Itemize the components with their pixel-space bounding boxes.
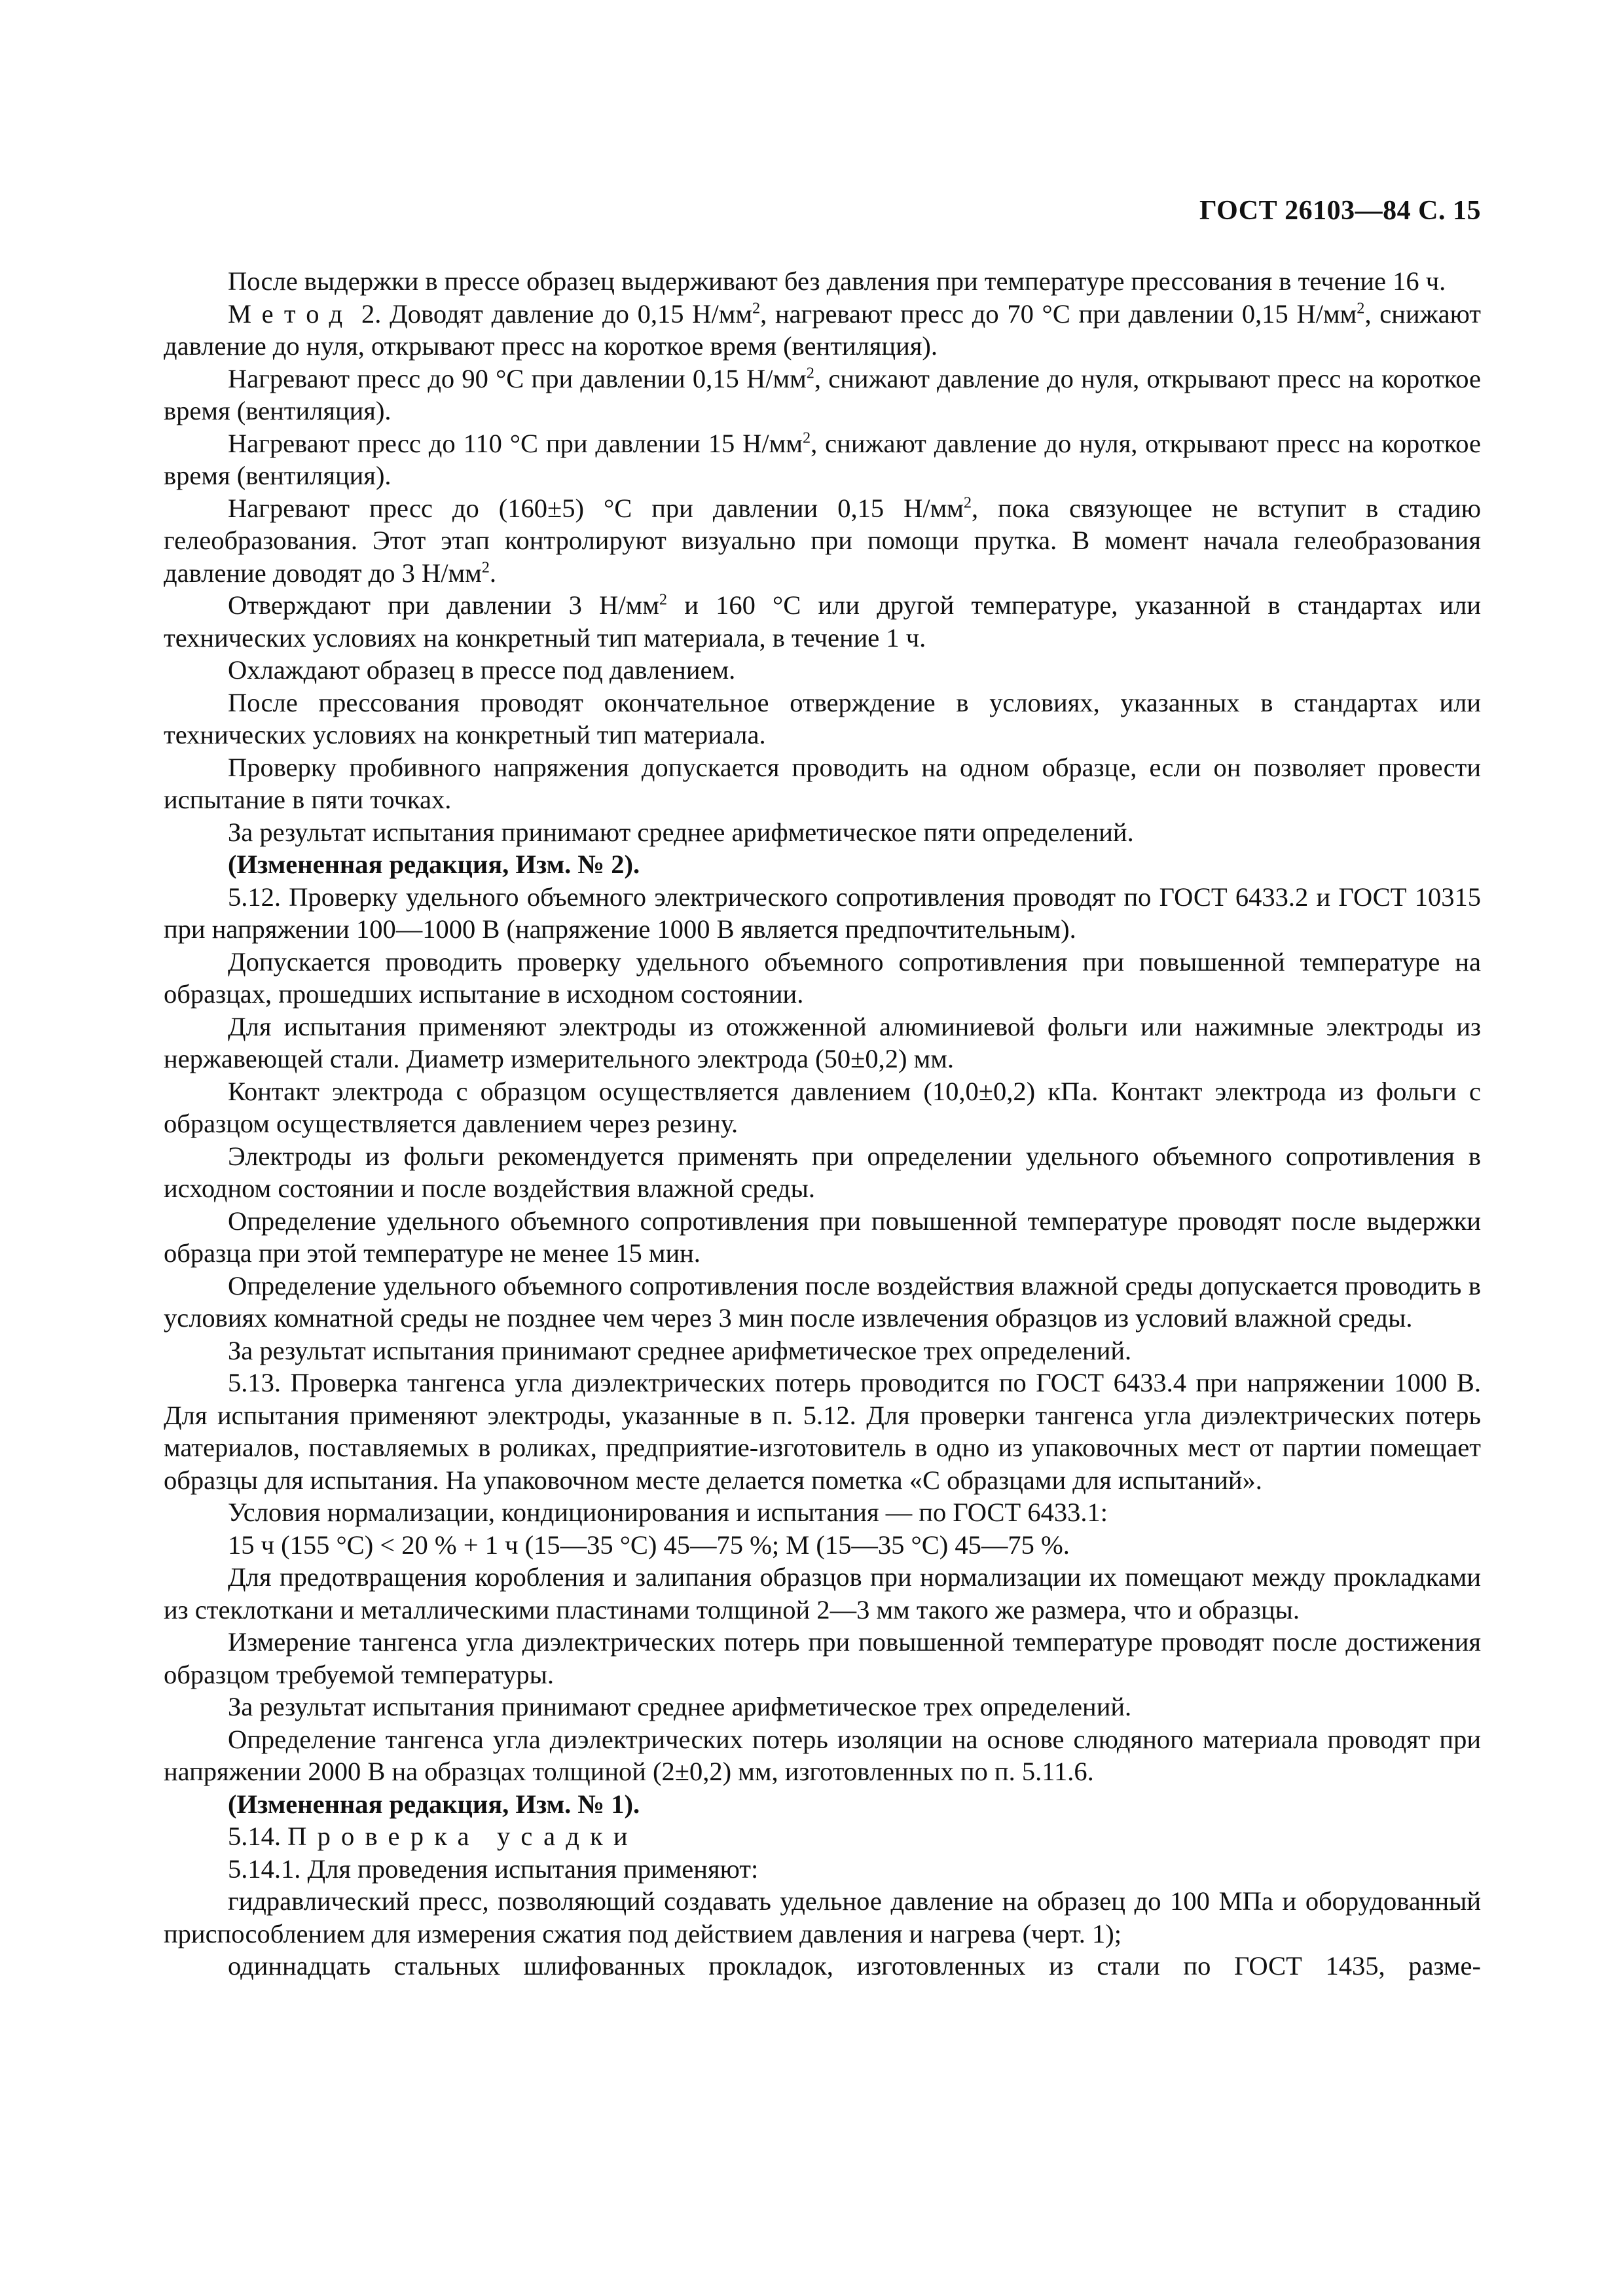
section-5-14-1: 5.14.1. Для проведения испытания применяют: [228, 1854, 759, 1884]
paragraph-text: , снижают давление до нуля, открывают пресс на короткое время (вентиляция). [164, 363, 1481, 425]
paragraph-text: , снижают давление до нуля, открывают пресс на короткое время (вентиляция). [164, 428, 1481, 490]
paragraph-text: Нагревают пресс до 90 °С при давлении 0,15 Н/мм [228, 363, 807, 393]
paragraph-text: Нагревают пресс до (160±5) °С при давлении 0,15 Н/мм [228, 493, 964, 523]
paragraph: За результат испытания принимают среднее арифметическое пяти определений. [228, 817, 1134, 847]
paragraph: За результат испытания принимают среднее арифметическое трех определений. [228, 1335, 1132, 1365]
section-number: 5.14. [228, 1821, 288, 1851]
superscript: 2 [1357, 298, 1365, 317]
paragraph: Определение тангенса угла диэлектрических потерь изоляции на основе слюдяного материала проводят при напряжении 2000 В на образцах толщиной (2±0,2) мм, изготовленных по п. 5.11.6. [164, 1724, 1481, 1786]
section-5-14-heading [164, 1820, 1481, 1853]
superscript: 2 [659, 590, 668, 609]
list-item: гидравлический пресс, позволяющий создавать удельное давление на образец до 100 МПа и оборудованный приспособлением для измерения сжатия под действием давления и нагрева (черт. 1); [164, 1886, 1481, 1948]
paragraph-text: , нагревают пресс до 70 °С при давлении 0,15 Н/мм [760, 298, 1357, 329]
paragraph [164, 363, 1481, 427]
superscript: 2 [752, 298, 761, 317]
section-5-12: 5.12. Проверку удельного объемного электрического сопротивления проводят по ГОСТ 6433.2 и ГОСТ 10315 при напряжении 100—1000 В (напряжение 1000 В является предпочтительным). [164, 882, 1481, 944]
paragraph: Условия нормализации, кондиционирования и испытания — по ГОСТ 6433.1: [228, 1498, 1108, 1527]
section-title: Проверка усадки [287, 1821, 638, 1851]
paragraph [164, 492, 1481, 590]
paragraph: За результат испытания принимают среднее арифметическое трех определений. [228, 1692, 1132, 1721]
amendment-note: (Измененная редакция, Изм. № 2). [228, 850, 640, 879]
paragraph: Определение удельного объемного сопротивления после воздействия влажной среды допускается проводить в условиях комнатной среды не позднее чем через 3 мин после извлечения образцов из условий влажной среды. [164, 1270, 1481, 1333]
section-5-13: 5.13. Проверка тангенса угла диэлектрических потерь проводится по ГОСТ 6433.4 при напряжении 1000 В. Для испытания применяют электроды, указанные в п. 5.12. Для проверки тангенса угла диэлектрических потерь материалов, поставляемых в роликах, предприятие-изготовитель в одно из упаковочных мест от партии помещает образцы для испытания. На упаковочном месте делается пометка «С образцами для испытаний». [164, 1368, 1481, 1495]
paragraph-text: . [489, 558, 497, 588]
amendment-note: (Измененная редакция, Изм. № 1). [228, 1789, 640, 1819]
page-header: ГОСТ 26103—84 С. 15 [1199, 196, 1481, 226]
paragraph: Допускается проводить проверку удельного объемного сопротивления при повышенной температуре на образцах, прошедших испытание в исходном состоянии. [164, 946, 1481, 1009]
paragraph: Проверку пробивного напряжения допускается проводить на одном образце, если он позволяет провести испытание в пяти точках. [164, 752, 1481, 814]
paragraph-text: и 160 °С или другой температуре, указанной в стандартах или технических условиях на конкретный тип материала, в течение 1 ч. [164, 590, 1481, 653]
superscript: 2 [802, 428, 811, 446]
paragraph: После выдержки в прессе образец выдерживают без давления при температуре прессования в течение 16 ч. [228, 266, 1446, 296]
paragraph-method-2 [164, 298, 1481, 363]
paragraph-text: , пока связующее не вступит в стадию гелеобразования. Этот этап контролируют визуально при помощи прутка. В момент начала гелеобразования давление доводят до 3 Н/мм [164, 493, 1481, 588]
method-label: Метод [228, 298, 354, 329]
paragraph-text: 2. Доводят давление до 0,15 Н/мм [353, 298, 752, 329]
paragraph: Электроды из фольги рекомендуется применять при определении удельного объемного сопротивления в исходном состоянии и после воздействия влажной среды. [164, 1141, 1481, 1203]
conditions-formula: 15 ч (155 °С) < 20 % + 1 ч (15—35 °С) 45—75 %; М (15—35 °С) 45—75 %. [228, 1530, 1070, 1560]
list-item: одиннадцать стальных шлифованных прокладок, изготовленных из стали по ГОСТ 1435, разме- [228, 1951, 1481, 1981]
superscript: 2 [481, 558, 490, 576]
paragraph-text: Нагревают пресс до 110 °С при давлении 15 Н/мм [228, 428, 803, 458]
superscript: 2 [806, 363, 814, 382]
paragraph-text: , снижают давление до нуля, открывают пресс на короткое время (вентиляция). [164, 298, 1481, 361]
paragraph: Контакт электрода с образцом осуществляется давлением (10,0±0,2) кПа. Контакт электрода из фольги с образцом осуществляется давлением через резину. [164, 1076, 1481, 1138]
superscript: 2 [963, 493, 972, 511]
paragraph: Измерение тангенса угла диэлектрических потерь при повышенной температуре проводят после достижения образцом требуемой температуры. [164, 1627, 1481, 1689]
paragraph [164, 589, 1481, 654]
document-body [164, 265, 1481, 1982]
paragraph: Для испытания применяют электроды из отожженной алюминиевой фольги или нажимные электроды из нержавеющей стали. Диаметр измерительного электрода (50±0,2) мм. [164, 1011, 1481, 1073]
paragraph-text: Отверждают при давлении 3 Н/мм [228, 590, 659, 620]
paragraph: Для предотвращения коробления и залипания образцов при нормализации их помещают между прокладками из стеклоткани и металлическими пластинами толщиной 2—3 мм такого же размера, что и образцы. [164, 1562, 1481, 1624]
paragraph: Определение удельного объемного сопротивления при повышенной температуре проводят после выдержки образца при этой температуре не менее 15 мин. [164, 1206, 1481, 1268]
paragraph [164, 427, 1481, 492]
paragraph: Охлаждают образец в прессе под давлением. [228, 655, 736, 685]
paragraph: После прессования проводят окончательное отверждение в условиях, указанных в стандартах или технических условиях на конкретный тип материала. [164, 687, 1481, 749]
